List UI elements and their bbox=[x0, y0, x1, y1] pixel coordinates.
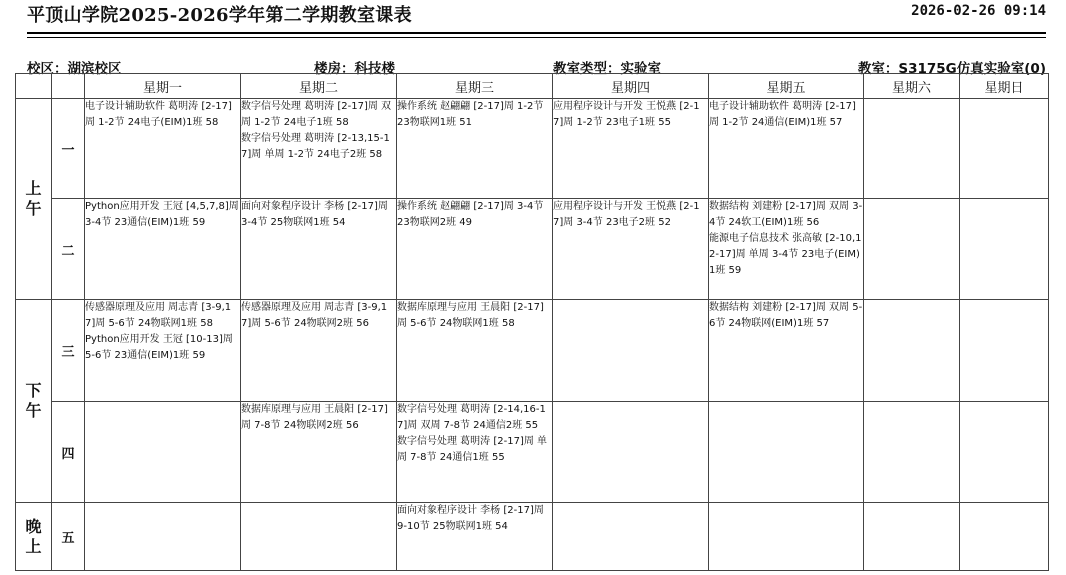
campus-label: 校区：湖滨校区 bbox=[27, 61, 122, 77]
slot-label-1: 一 bbox=[52, 99, 85, 199]
schedule-cell-wed-5 bbox=[397, 503, 553, 571]
timetable bbox=[15, 73, 1049, 571]
schedule-cell-fri-4 bbox=[709, 402, 864, 503]
schedule-cell-sat-1 bbox=[864, 99, 960, 199]
schedule-cell-tue-2 bbox=[241, 199, 397, 300]
schedule-cell-thu-1 bbox=[553, 99, 709, 199]
slot-row-5 bbox=[16, 503, 1049, 571]
schedule-cell-thu-3 bbox=[553, 300, 709, 402]
schedule-cell-mon-2 bbox=[85, 199, 241, 300]
schedule-cell-thu-4 bbox=[553, 402, 709, 503]
course-entry: Python应用开发 王冠 [4,5,7,8]周 3-4节 23通信(EIM)1班 59 bbox=[85, 201, 239, 228]
schedule-cell-wed-2 bbox=[397, 199, 553, 300]
course-entry: 面向对象程序设计 李杨 [2-17]周 9-10节 25物联网1班 54 bbox=[397, 505, 544, 532]
schedule-title: 平顶山学院2025-2026学年第二学期教室课表 bbox=[27, 5, 412, 26]
schedule-cell-sat-2 bbox=[864, 199, 960, 300]
day-header-fri: 星期五 bbox=[709, 74, 864, 99]
slot-row-1 bbox=[16, 99, 1049, 199]
schedule-cell-tue-1 bbox=[241, 99, 397, 199]
course-entry: 应用程序设计与开发 王悦燕 [2-17]周 3-4节 23电子2班 52 bbox=[553, 201, 700, 228]
course-entry: 数据结构 刘建粉 [2-17]周 双周 5-6节 24物联网(EIM)1班 57 bbox=[709, 302, 863, 329]
day-header-sat: 星期六 bbox=[864, 74, 960, 99]
room-label: 教室：S3175G仿真实验室(0) bbox=[857, 61, 1046, 77]
schedule-cell-mon-3 bbox=[85, 300, 241, 402]
schedule-cell-thu-5 bbox=[553, 503, 709, 571]
schedule-cell-mon-1 bbox=[85, 99, 241, 199]
period-afternoon bbox=[16, 300, 52, 503]
schedule-cell-sat-3 bbox=[864, 300, 960, 402]
course-entry: 数据库原理与应用 王晨阳 [2-17]周 7-8节 24物联网2班 56 bbox=[241, 404, 388, 431]
building-label: 楼房：科技楼 bbox=[314, 61, 395, 77]
schedule-cell-mon-5 bbox=[85, 503, 241, 571]
schedule-cell-sat-5 bbox=[864, 503, 960, 571]
schedule-cell-tue-4 bbox=[241, 402, 397, 503]
schedule-cell-sun-2 bbox=[960, 199, 1049, 300]
course-entry: 数字信号处理 葛明涛 [2-14,16-17]周 双周 7-8节 24通信2班 55 bbox=[397, 404, 546, 431]
course-entry: 操作系统 赵翩翩 [2-17]周 1-2节 23物联网1班 51 bbox=[397, 101, 544, 128]
course-entry: 面向对象程序设计 李杨 [2-17]周 3-4节 25物联网1班 54 bbox=[241, 201, 388, 228]
period-afternoon-label: 下午 bbox=[25, 381, 42, 420]
course-entry: 数据结构 刘建粉 [2-17]周 双周 3-4节 24软工(EIM)1班 56 bbox=[709, 201, 863, 228]
schedule-cell-fri-3 bbox=[709, 300, 864, 402]
course-entry: 数字信号处理 葛明涛 [2-17]周 单周 7-8节 24通信1班 55 bbox=[397, 436, 548, 463]
slot-label-2: 二 bbox=[52, 199, 85, 300]
schedule-cell-sun-3 bbox=[960, 300, 1049, 402]
course-entry: 电子设计辅助软件 葛明涛 [2-17]周 1-2节 24通信(EIM)1班 57 bbox=[709, 101, 856, 128]
schedule-cell-thu-2 bbox=[553, 199, 709, 300]
schedule-cell-fri-2 bbox=[709, 199, 864, 300]
schedule-cell-fri-1 bbox=[709, 99, 864, 199]
schedule-cell-wed-1 bbox=[397, 99, 553, 199]
course-entry: 数字信号处理 葛明涛 [2-17]周 双周 1-2节 24电子1班 58 bbox=[241, 101, 392, 128]
period-evening bbox=[16, 503, 52, 571]
title-rule-thin bbox=[27, 37, 1046, 38]
course-entry: 能源电子信息技术 张高敏 [2-10,12-17]周 单周 3-4节 23电子(EIM)1班 59 bbox=[709, 233, 862, 276]
slot-row-4 bbox=[16, 402, 1049, 503]
course-entry: 应用程序设计与开发 王悦燕 [2-17]周 1-2节 23电子1班 55 bbox=[553, 101, 700, 128]
schedule-cell-fri-5 bbox=[709, 503, 864, 571]
corner-cell bbox=[16, 74, 52, 99]
print-datetime: 2026-02-26 09:14 bbox=[911, 3, 1046, 19]
slot-row-3 bbox=[16, 300, 1049, 402]
slot-label-5: 五 bbox=[52, 503, 85, 571]
day-header-wed: 星期三 bbox=[397, 74, 553, 99]
day-header-thu: 星期四 bbox=[553, 74, 709, 99]
course-entry: 数字信号处理 葛明涛 [2-13,15-17]周 单周 1-2节 24电子2班 58 bbox=[241, 133, 390, 160]
schedule-cell-sun-4 bbox=[960, 402, 1049, 503]
schedule-cell-tue-3 bbox=[241, 300, 397, 402]
schedule-cell-wed-3 bbox=[397, 300, 553, 402]
day-header-row bbox=[16, 74, 1049, 99]
period-morning bbox=[16, 99, 52, 300]
course-entry: 传感器原理及应用 周志青 [3-9,17]周 5-6节 24物联网2班 56 bbox=[241, 302, 388, 329]
schedule-cell-tue-5 bbox=[241, 503, 397, 571]
course-entry: 操作系统 赵翩翩 [2-17]周 3-4节 23物联网2班 49 bbox=[397, 201, 544, 228]
course-entry: 传感器原理及应用 周志青 [3-9,17]周 5-6节 24物联网1班 58 bbox=[85, 302, 232, 329]
corner-cell-slot bbox=[52, 74, 85, 99]
slot-row-2 bbox=[16, 199, 1049, 300]
slot-label-3: 三 bbox=[52, 300, 85, 402]
course-entry: Python应用开发 王冠 [10-13]周 5-6节 23通信(EIM)1班 59 bbox=[85, 334, 233, 361]
room-type-label: 教室类型：实验室 bbox=[553, 61, 661, 77]
schedule-cell-sat-4 bbox=[864, 402, 960, 503]
schedule-cell-sun-5 bbox=[960, 503, 1049, 571]
schedule-cell-mon-4 bbox=[85, 402, 241, 503]
day-header-sun: 星期日 bbox=[960, 74, 1049, 99]
period-morning-label: 上午 bbox=[25, 179, 42, 218]
schedule-cell-sun-1 bbox=[960, 99, 1049, 199]
course-entry: 数据库原理与应用 王晨阳 [2-17]周 5-6节 24物联网1班 58 bbox=[397, 302, 544, 329]
course-entry: 电子设计辅助软件 葛明涛 [2-17]周 1-2节 24电子(EIM)1班 58 bbox=[85, 101, 232, 128]
title-rule-thick bbox=[27, 32, 1046, 34]
slot-label-4: 四 bbox=[52, 402, 85, 503]
schedule-cell-wed-4 bbox=[397, 402, 553, 503]
day-header-tue: 星期二 bbox=[241, 74, 397, 99]
day-header-mon: 星期一 bbox=[85, 74, 241, 99]
period-evening-label: 晚上 bbox=[25, 516, 42, 556]
